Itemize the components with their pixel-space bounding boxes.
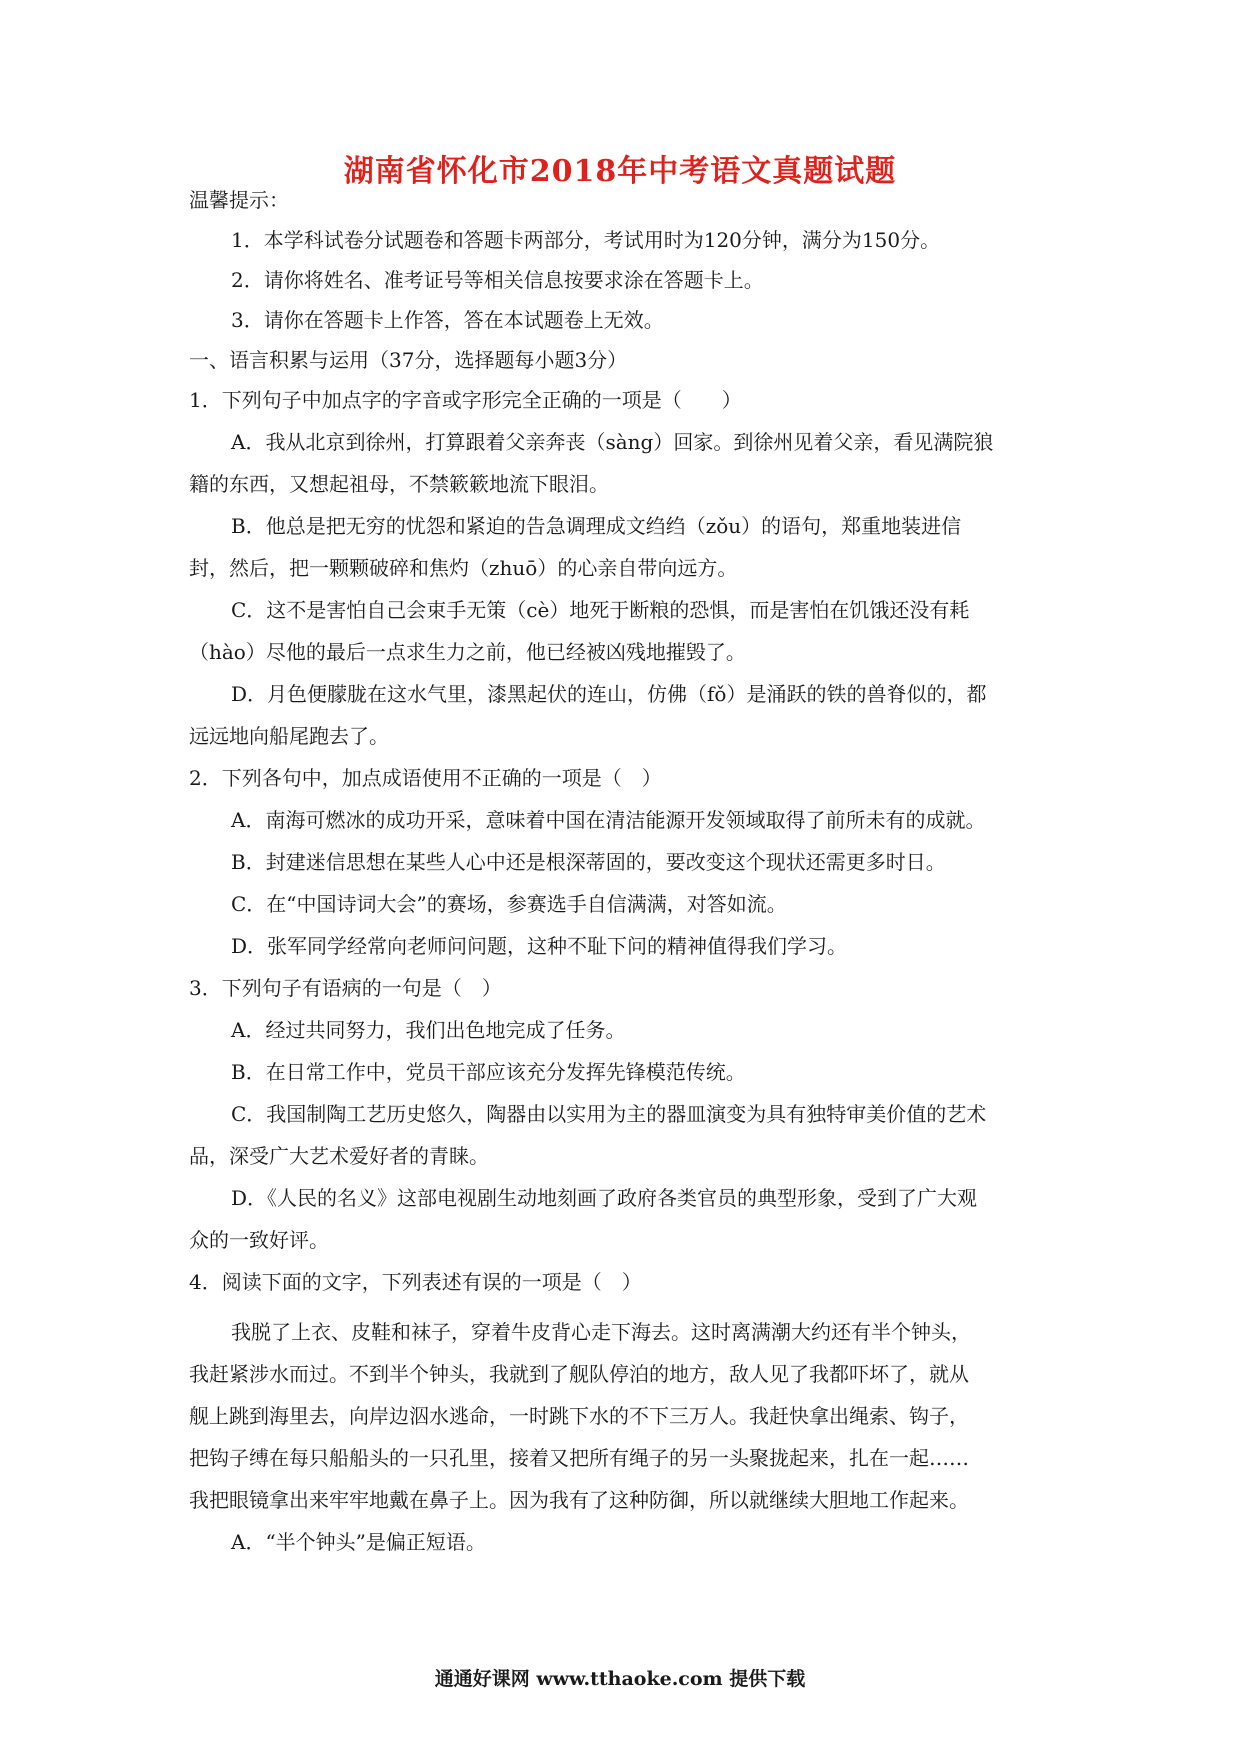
passage-line-2: 我赶紧涉水而过。不到半个钟头，我就到了舰队停泊的地方，敌人见了我都吓坏了，就从 xyxy=(189,1362,969,1386)
question-1-option-d: D．月色便朦胧在这水气里，漆黑起伏的连山，仿佛（fǒ）是涌跃的铁的兽脊似的，都 xyxy=(231,682,987,706)
passage-line-5: 我把眼镜拿出来牢牢地戴在鼻子上。因为我有了这种防御，所以就继续大胆地工作起来。 xyxy=(189,1488,969,1512)
question-3-stem: 3．下列句子有语病的一句是（ ） xyxy=(189,976,502,1000)
question-2-option-d: D．张军同学经常向老师问问题，这种不耻下问的精神值得我们学习。 xyxy=(231,934,848,958)
tip-item-2: 2．请你将姓名、准考证号等相关信息按要求涂在答题卡上。 xyxy=(231,268,764,292)
passage-line-1: 我脱了上衣、皮鞋和袜子，穿着牛皮背心走下海去。这时离满潮大约还有半个钟头， xyxy=(231,1320,971,1344)
question-2-option-b: B．封建迷信思想在某些人心中还是根深蒂固的，要改变这个现状还需更多时日。 xyxy=(231,850,946,874)
question-1-option-a-cont: 籍的东西，又想起祖母，不禁簌簌地流下眼泪。 xyxy=(189,472,609,496)
footer-source: 通通好课网 www.tthaoke.com 提供下载 xyxy=(434,1668,806,1690)
question-3-option-b: B．在日常工作中，党员干部应该充分发挥先锋模范传统。 xyxy=(231,1060,746,1084)
question-3-option-a: A．经过共同努力，我们出色地完成了任务。 xyxy=(231,1018,626,1042)
question-3-option-c: C．我国制陶工艺历史悠久，陶器由以实用为主的器皿演变为具有独特审美价值的艺术 xyxy=(231,1102,987,1126)
question-4-stem: 4．阅读下面的文字，下列表述有误的一项是（ ） xyxy=(189,1270,642,1294)
question-3-option-d-cont: 众的一致好评。 xyxy=(189,1228,329,1252)
question-1-option-b-cont: 封，然后，把一颗颗破碎和焦灼（zhuō）的心亲自带向远方。 xyxy=(189,556,738,580)
question-1-option-d-cont: 远远地向船尾跑去了。 xyxy=(189,724,389,748)
passage-line-3: 舰上跳到海里去，向岸边泅水逃命，一时跳下水的不下三万人。我赶快拿出绳索、钩子， xyxy=(189,1404,969,1428)
tip-item-1: 1．本学科试卷分试题卷和答题卡两部分，考试用时为120分钟，满分为150分。 xyxy=(231,228,941,252)
tip-item-3: 3．请你在答题卡上作答，答在本试题卷上无效。 xyxy=(231,308,664,332)
question-2-stem: 2．下列各句中，加点成语使用不正确的一项是（ ） xyxy=(189,766,662,790)
question-4-option-a: A．“半个钟头”是偏正短语。 xyxy=(231,1530,486,1554)
question-1-option-c: C．这不是害怕自己会束手无策（cè）地死于断粮的恐惧，而是害怕在饥饿还没有耗 xyxy=(231,598,970,622)
question-1-stem: 1．下列句子中加点字的字音或字形完全正确的一项是（ ） xyxy=(189,388,742,412)
question-2-option-c: C．在“中国诗词大会”的赛场，参赛选手自信满满，对答如流。 xyxy=(231,892,787,916)
question-1-option-c-cont: （hào）尽他的最后一点求生力之前，他已经被凶残地摧毁了。 xyxy=(189,640,746,664)
question-3-option-d: D．《人民的名义》这部电视剧生动地刻画了政府各类官员的典型形象，受到了广大观 xyxy=(231,1186,978,1210)
question-2-option-a: A．南海可燃冰的成功开采，意味着中国在清洁能源开发领域取得了前所未有的成就。 xyxy=(231,808,986,832)
section-heading: 一、语言积累与运用（37分，选择题每小题3分） xyxy=(189,348,628,372)
tip-heading: 温馨提示： xyxy=(189,188,289,212)
passage-line-4: 把钩子缚在每只船船头的一只孔里，接着又把所有绳子的另一头聚拢起来，扎在一起…… xyxy=(189,1446,969,1470)
question-1-option-a: A．我从北京到徐州，打算跟着父亲奔丧（sàng）回家。到徐州见着父亲，看见满院狼 xyxy=(231,430,994,454)
question-3-option-c-cont: 品，深受广大艺术爱好者的青睐。 xyxy=(189,1144,489,1168)
page-title: 湖南省怀化市2018年中考语文真题试题 xyxy=(343,154,897,189)
question-1-option-b: B．他总是把无穷的忧怨和紧迫的告急调理成文绉绉（zǒu）的语句，郑重地装进信 xyxy=(231,514,962,538)
